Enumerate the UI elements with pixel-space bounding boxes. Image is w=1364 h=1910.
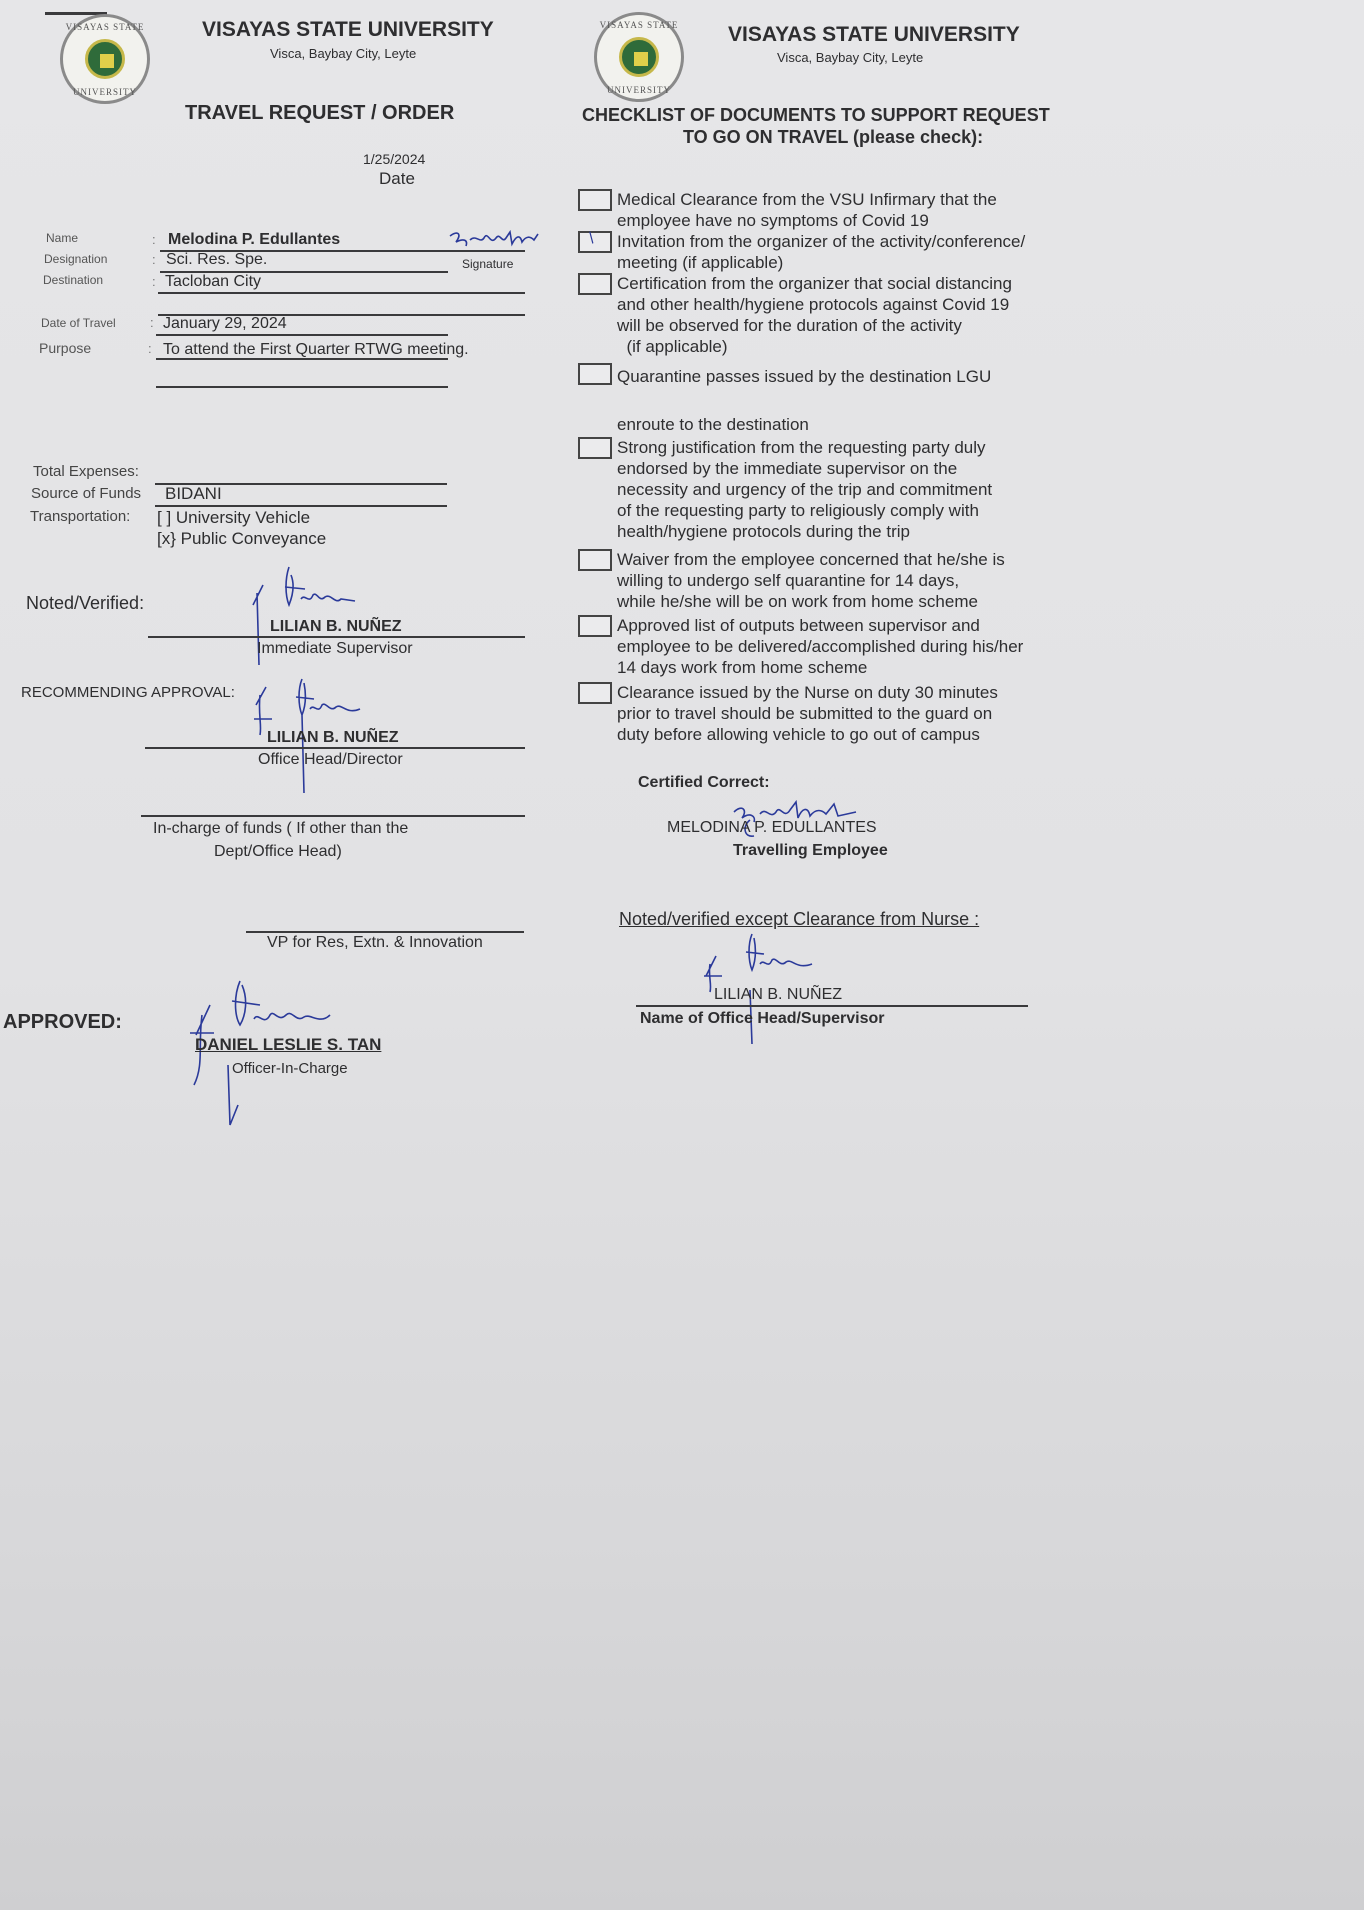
head-name: LILIAN B. NUÑEZ	[714, 986, 843, 1003]
university-address: Visca, Baybay City, Leyte	[270, 46, 417, 61]
transport-option-university-vehicle: [ ] University Vehicle	[157, 508, 311, 527]
name-value: Melodina P. Edullantes	[168, 231, 341, 248]
designation-value: Sci. Res. Spe.	[166, 251, 268, 268]
checklist-item-line: employee to be delivered/accomplished during his/her	[617, 637, 1024, 656]
source-of-funds-label: Source of Funds	[31, 485, 142, 502]
noted-verified-label: Noted/Verified:	[26, 593, 145, 613]
approved-name: DANIEL LESLIE S. TAN	[195, 1035, 382, 1054]
checklist-item-line: Invitation from the organizer of the activity/conference/	[617, 232, 1026, 251]
checklist-item-line: employee have no symptoms of Covid 19	[617, 211, 929, 230]
noted-except-label: Noted/verified except Clearance from Nurse :	[619, 909, 980, 929]
checklist-item-line: health/hygiene protocols during the trip	[617, 522, 910, 541]
university-address-right: Visca, Baybay City, Leyte	[777, 50, 924, 65]
source-of-funds-value: BIDANI	[165, 484, 222, 503]
purpose-line	[156, 358, 448, 360]
checklist-checkbox[interactable]	[578, 189, 612, 211]
transportation-label: Transportation:	[30, 508, 131, 525]
checklist-item-line	[617, 387, 991, 414]
destination-value: Tacloban City	[165, 273, 262, 290]
checklist-item-line: necessity and urgency of the trip and commitment	[617, 480, 993, 499]
checklist-item-line: of the requesting party to religiously comply with	[617, 501, 979, 520]
name-label: Name	[46, 231, 79, 245]
source-of-funds-line	[155, 505, 447, 507]
incharge-label-1: In-charge of funds ( If other than the	[153, 820, 409, 837]
checklist-item-line: 14 days work from home scheme	[617, 658, 868, 677]
checklist-item-line: (if applicable)	[617, 337, 728, 356]
checklist-item-line: Strong justification from the requesting party duly	[617, 438, 986, 457]
certified-correct-label: Certified Correct:	[638, 774, 770, 791]
checklist-checkbox[interactable]	[578, 615, 612, 637]
colon: :	[148, 341, 152, 356]
university-seal-right: VISAYAS STATE UNIVERSITY	[594, 12, 684, 102]
noted-role: Immediate Supervisor	[257, 640, 413, 657]
checklist-title-2: TO GO ON TRAVEL (please check):	[683, 127, 984, 147]
vp-line	[246, 931, 524, 933]
certified-name: MELODINA P. EDULLANTES	[667, 819, 877, 836]
noted-line	[148, 636, 525, 638]
colon: :	[150, 315, 154, 330]
transport-option-public-conveyance: [x} Public Conveyance	[157, 529, 327, 548]
vp-label: VP for Res, Extn. & Innovation	[267, 934, 483, 951]
date-of-travel-label: Date of Travel	[41, 316, 116, 330]
recommending-approval-label: RECOMMENDING APPROVAL:	[21, 684, 235, 701]
checklist-item-line: Waiver from the employee concerned that he/she is	[617, 550, 1005, 569]
checklist-item-line: and other health/hygiene protocols against Covid 19	[617, 295, 1010, 314]
purpose-line-2	[156, 386, 448, 388]
checklist-item	[617, 231, 1025, 273]
university-name-right: VISAYAS STATE UNIVERSITY	[728, 23, 1020, 46]
checklist-item-line: Quarantine passes issued by the destination LGU	[617, 367, 992, 386]
purpose-value: To attend the First Quarter RTWG meeting.	[163, 341, 469, 358]
checklist-item	[617, 549, 1005, 612]
recommending-line	[145, 747, 525, 749]
purpose-label: Purpose	[39, 340, 92, 356]
checklist-item	[617, 437, 992, 542]
checklist-item-line: Clearance issued by the Nurse on duty 30 minutes	[617, 683, 998, 702]
checklist-item-line: will be observed for the duration of the activity	[617, 316, 962, 335]
checklist-item-line: willing to undergo self quarantine for 14 days,	[617, 571, 960, 590]
checklist-item-line: Approved list of outputs between supervisor and	[617, 616, 980, 635]
checklist-item	[617, 682, 998, 745]
checklist-item-line: Medical Clearance from the VSU Infirmary that the	[617, 190, 997, 209]
checklist-item	[617, 189, 997, 231]
approved-role: Officer-In-Charge	[232, 1060, 348, 1077]
checklist-checkbox[interactable]	[578, 437, 612, 459]
checklist-title-1: CHECKLIST OF DOCUMENTS TO SUPPORT REQUEST	[582, 105, 1050, 125]
university-name: VISAYAS STATE UNIVERSITY	[202, 18, 494, 41]
head-line	[636, 1005, 1028, 1007]
university-seal-left: VISAYAS STATE UNIVERSITY	[60, 14, 150, 104]
date-of-travel-line	[156, 334, 448, 336]
checklist-item	[617, 366, 991, 435]
destination-label: Destination	[43, 273, 104, 287]
checklist-checkbox[interactable]	[578, 273, 612, 295]
employee-signature	[448, 228, 543, 258]
total-expenses-label: Total Expenses:	[33, 463, 139, 480]
colon: :	[152, 252, 156, 267]
checklist-item-line: meeting (if applicable)	[617, 253, 784, 272]
destination-line	[158, 292, 525, 294]
checklist-item-line: prior to travel should be submitted to the guard on	[617, 704, 993, 723]
checklist-item-line: while he/she will be on work from home scheme	[617, 592, 978, 611]
checklist-checkbox[interactable]	[578, 682, 612, 704]
checklist-item	[617, 615, 1023, 678]
checklist-item-line: endorsed by the immediate supervisor on the	[617, 459, 958, 478]
date-of-travel-value: January 29, 2024	[163, 315, 287, 332]
checklist-item-line: enroute to the destination	[617, 415, 809, 434]
colon: :	[152, 274, 156, 289]
colon: :	[152, 232, 156, 247]
approved-label: APPROVED:	[3, 1011, 122, 1033]
checklist-checkbox[interactable]	[578, 549, 612, 571]
noted-name: LILIAN B. NUÑEZ	[270, 618, 402, 635]
checklist-item-line: Certification from the organizer that social distancing	[617, 274, 1012, 293]
incharge-line	[141, 815, 525, 817]
checklist-item	[617, 273, 1012, 357]
checklist-item-line: duty before allowing vehicle to go out of campus	[617, 725, 980, 744]
recommending-name: LILIAN B. NUÑEZ	[267, 729, 399, 746]
date-value: 1/25/2024	[363, 151, 426, 167]
form-title: TRAVEL REQUEST / ORDER	[185, 102, 455, 124]
signature-label: Signature	[462, 257, 514, 271]
checklist-checkbox[interactable]	[578, 363, 612, 385]
head-role: Name of Office Head/Supervisor	[640, 1010, 885, 1027]
check-mark-icon: /	[585, 230, 599, 248]
oic-signature	[180, 975, 340, 1135]
date-label: Date	[379, 169, 415, 188]
incharge-label-2: Dept/Office Head)	[214, 843, 342, 860]
certified-role: Travelling Employee	[733, 842, 888, 859]
recommending-role: Office Head/Director	[258, 751, 403, 768]
designation-label: Designation	[44, 252, 108, 266]
checklist-checkbox[interactable]	[578, 231, 612, 253]
